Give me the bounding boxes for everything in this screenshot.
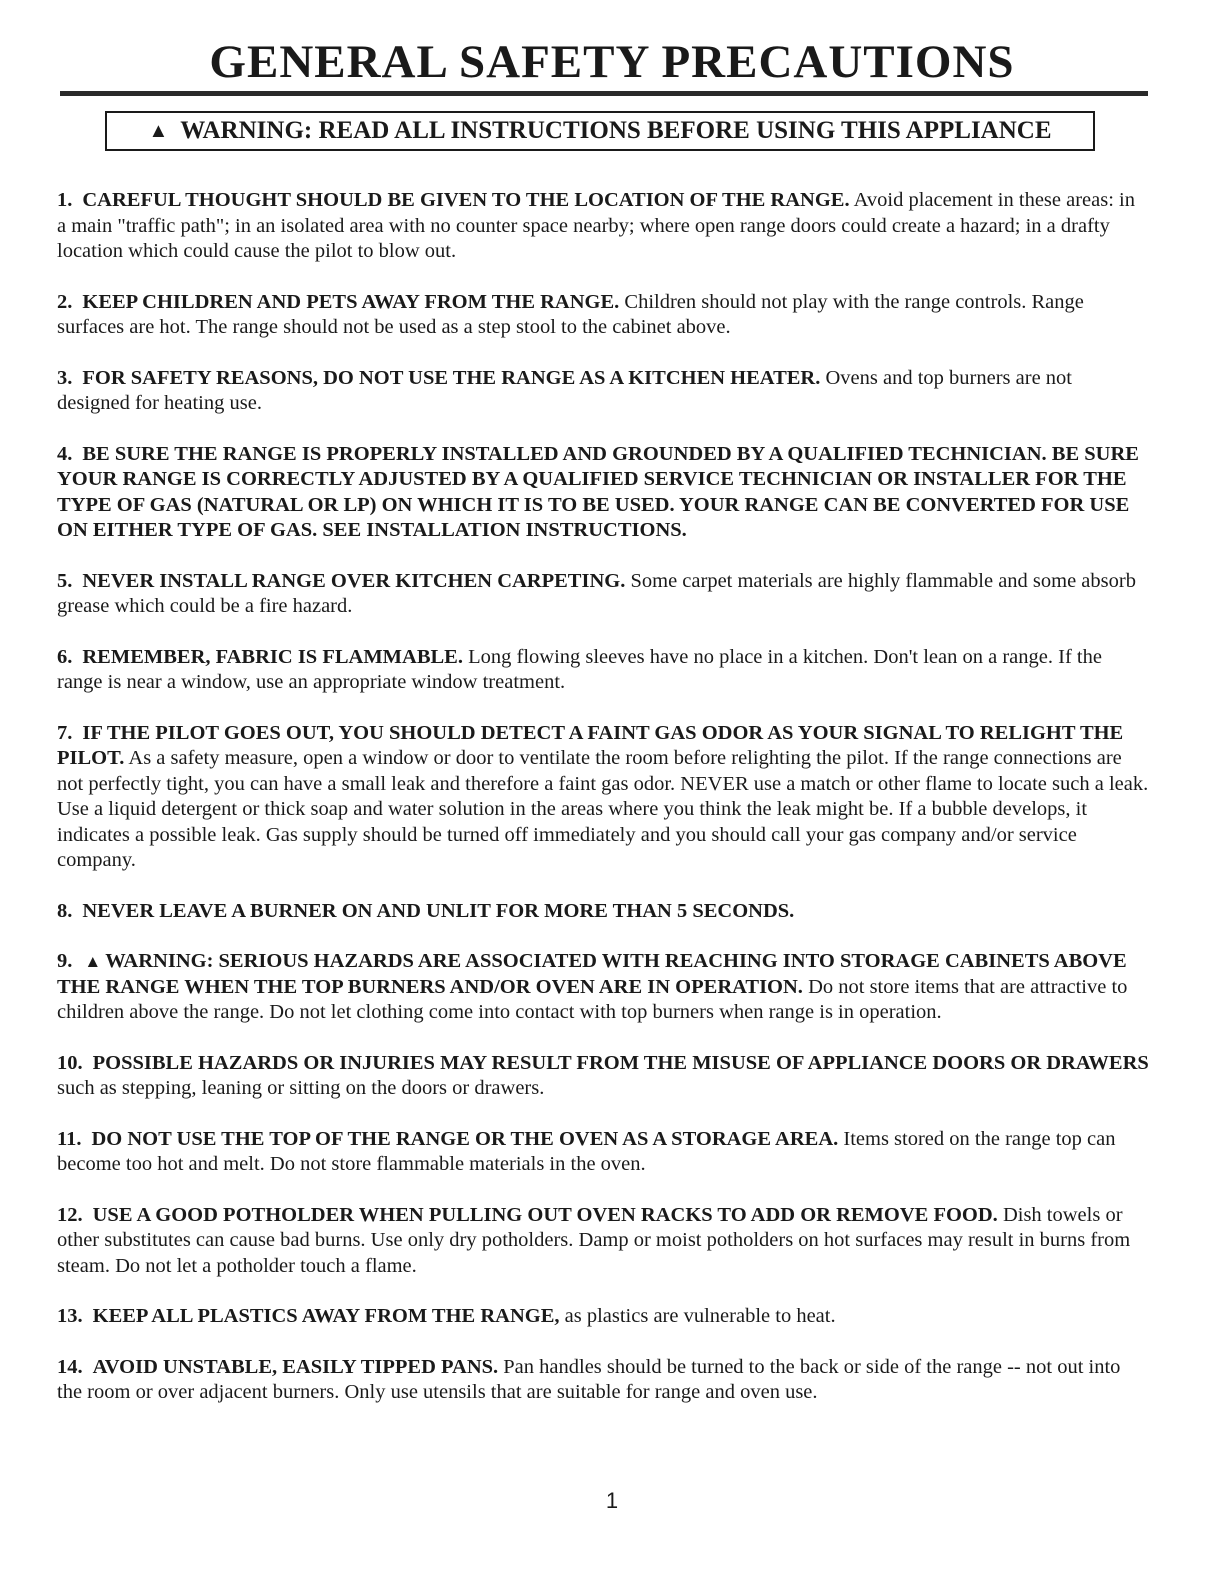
item-heading: IF THE PILOT GOES OUT, YOU SHOULD DETECT A FAINT GAS ODOR AS YOUR SIGNAL TO RELIGHT THE PILOT. [57,721,1124,769]
item-number: 7. [57,721,73,744]
item-heading: DO NOT USE THE TOP OF THE RANGE OR THE OVEN AS A STORAGE AREA. [91,1127,839,1150]
item-heading: NEVER INSTALL RANGE OVER KITCHEN CARPETING. [82,569,626,592]
item-heading: WARNING: SERIOUS HAZARDS ARE ASSOCIATED WITH REACHING INTO STORAGE CABINETS ABOVE THE RANGE WHEN THE TOP BURNERS AND/OR OVEN ARE IN OPERATION. [57,950,1127,998]
item-number: 14. [57,1355,83,1378]
item-heading: REMEMBER, FABRIC IS FLAMMABLE. [82,645,463,668]
item-body: as plastics are vulnerable to heat. [559,1305,836,1327]
item-heading: AVOID UNSTABLE, EASILY TIPPED PANS. [92,1355,499,1378]
item-heading: KEEP ALL PLASTICS AWAY FROM THE RANGE, [92,1305,560,1327]
item-body: Pan handles should be turned to the back or side of the range -- not out into the room or over adjacent burners. Only use utensils that are suitable for range and oven use. [57,1355,1121,1403]
precaution-item-14 [57,1355,1149,1406]
page-title: GENERAL SAFETY PRECAUTIONS [209,36,1015,88]
precaution-item-3 [57,366,1149,417]
precaution-item-7 [57,721,1149,874]
item-body: Ovens and top burners are not designed for heating use. [57,366,1072,414]
precaution-item-6 [57,645,1149,696]
item-body: Some carpet materials are highly flammable and some absorb grease which could be a fire hazard. [57,569,1136,617]
item-heading: KEEP CHILDREN AND PETS AWAY FROM THE RANGE. [82,290,620,313]
item-number: 10. [57,1051,83,1074]
precaution-item-5 [57,569,1149,620]
item-body: Do not store items that are attractive to children above the range. Do not let clothing come into contact with top burners when range is in operation. [57,975,1128,1023]
item-number: 13. [57,1305,83,1327]
item-number: 2. [57,290,73,313]
item-number: 4. [57,442,73,465]
item-number: 6. [57,645,73,668]
item-body: Long flowing sleeves have no place in a kitchen. Don't lean on a range. If the range is near a window, use an appropriate window treatment. [57,645,1102,693]
precaution-item-4 [57,442,1149,544]
item-body: Avoid placement in these areas: in a main "traffic path"; in an isolated area with no counter space nearby; where open range doors could create a hazard; in a drafty location which could cause the pilot to blow out. [57,189,1135,262]
warning-banner [105,111,1095,151]
item-number: 5. [57,569,73,592]
item-number: 1. [57,189,73,211]
warning-triangle-icon: ▲ [148,120,169,142]
precaution-item-11 [57,1127,1149,1178]
precaution-item-13 [57,1304,1149,1330]
item-number: 8. [57,899,73,922]
item-body: Children should not play with the range controls. Range surfaces are hot. The range should not be used as a step stool to the cabinet above. [57,290,1084,338]
item-heading: POSSIBLE HAZARDS OR INJURIES MAY RESULT FROM THE MISUSE OF APPLIANCE DOORS OR DRAWERS [92,1051,1149,1074]
precautions-list [57,188,1149,1431]
item-heading: NEVER LEAVE A BURNER ON AND UNLIT FOR MORE THAN 5 SECONDS. [82,899,795,922]
precaution-item-1 [57,188,1149,265]
item-number: 9. [57,950,73,972]
warning-banner-text: WARNING: READ ALL INSTRUCTIONS BEFORE USING THIS APPLIANCE [180,117,1052,144]
item-body: such as stepping, leaning or sitting on the doors or drawers. [57,1077,545,1099]
precaution-item-10 [57,1051,1149,1102]
item-body: Dish towels or other substitutes can cause bad burns. Use only dry potholders. Damp or moist potholders on hot surfaces may result in burns from steam. Do not let a potholder touch a flame. [57,1203,1131,1277]
item-heading: BE SURE THE RANGE IS PROPERLY INSTALLED AND GROUNDED BY A QUALIFIED TECHNICIAN. BE SURE YOUR RANGE IS CORRECTLY ADJUSTED BY A QUALIFIED SERVICE TECHNICIAN OR INSTALLER FOR THE TYPE OF GAS (NATURAL OR LP) ON WHICH IT IS TO BE USED. YOUR RANGE CAN BE CONVERTED FOR USE ON EITHER TYPE OF GAS. SEE INSTALLATION INSTRUCTIONS. [57,442,1139,541]
precaution-item-2 [57,290,1149,341]
item-heading: USE A GOOD POTHOLDER WHEN PULLING OUT OVEN RACKS TO ADD OR REMOVE FOOD. [92,1203,998,1226]
title-divider [60,91,1148,96]
item-heading: FOR SAFETY REASONS, DO NOT USE THE RANGE AS A KITCHEN HEATER. [82,366,821,389]
item-body: As a safety measure, open a window or door to ventilate the room before relighting the pilot. If the range connections are not perfectly tight, you can have a small leak and therefore a faint gas odor. NEVER use a match or other flame to locate such a leak. Use a liquid detergent or thick soap and water solution in the areas where you think the leak might be. If a bubble develops, it indicates a possible leak. Gas supply should be turned off immediately and you should call your gas company and/or service company. [57,747,1149,871]
precaution-item-8 [57,899,1149,925]
item-number: 3. [57,366,73,389]
precaution-item-12 [57,1203,1149,1280]
page-number: 1 [605,1488,619,1513]
item-heading: CAREFUL THOUGHT SHOULD BE GIVEN TO THE LOCATION OF THE RANGE. [82,189,850,211]
warning-triangle-icon: ▲ [84,952,102,971]
item-number: 11. [57,1127,82,1150]
precaution-item-9 [57,949,1149,1026]
item-number: 12. [57,1203,83,1226]
item-body: Items stored on the range top can become too hot and melt. Do not store flammable materials in the oven. [57,1127,1116,1175]
